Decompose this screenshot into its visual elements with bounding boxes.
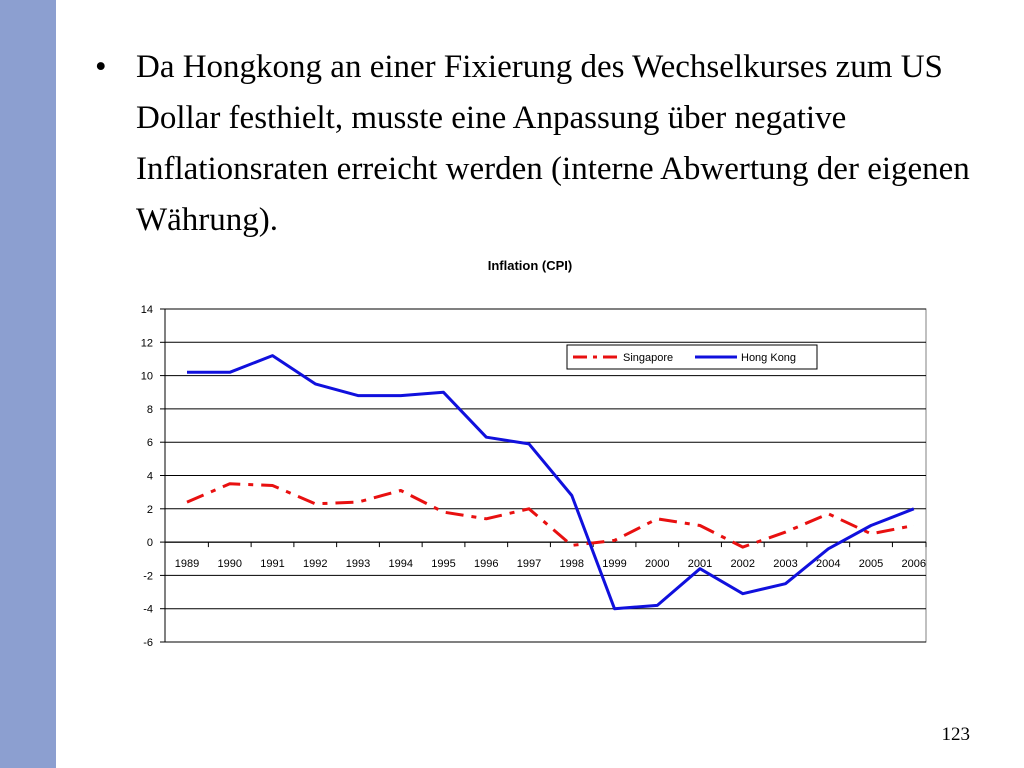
x-tick-label: 1991 [260,558,285,571]
x-tick-label: 2004 [816,558,841,571]
x-tick-label: 1996 [474,558,499,571]
x-tick-label: 2003 [773,558,798,571]
bullet-text: Da Hongkong an einer Fixierung des Wechselkurses zum US Dollar festhielt, musste eine Anpassung über negative Inflationsraten erreicht werden (interne Abwertung der eigenen Währung). [136,49,970,238]
x-tick-label: 1997 [516,558,542,571]
x-tick-label: 1990 [217,558,242,571]
x-tick-label: 1999 [602,558,627,571]
x-tick-label: 1989 [174,558,200,571]
y-tick-label: 10 [140,370,153,383]
chart-title: Inflation (CPI) [487,258,573,273]
x-tick-label: 2000 [645,558,670,571]
x-tick-label: 2005 [858,558,884,571]
y-tick-label: 4 [146,470,153,483]
y-tick-label: 6 [146,437,153,450]
legend-label-singapore: Singapore [623,352,674,364]
x-tick-label: 1994 [388,558,414,571]
page-number: 123 [941,724,970,745]
x-tick-label: 1995 [431,558,456,571]
y-tick-label: -6 [143,637,153,649]
y-tick-label: -4 [143,603,153,616]
y-tick-label: -2 [143,570,153,583]
y-tick-label: 14 [140,304,153,316]
x-tick-label: 1993 [345,558,371,571]
x-tick-label: 2006 [901,558,927,571]
x-tick-label: 2001 [687,558,713,571]
x-tick-label: 2002 [730,558,756,571]
bullet-symbol: • [95,49,107,85]
legend-label-hong-kong: Hong Kong [741,352,797,364]
x-tick-label: 1992 [303,558,328,571]
x-tick-label: 1998 [559,558,585,571]
y-tick-label: 12 [140,337,153,350]
y-tick-label: 8 [146,403,153,416]
y-tick-label: 0 [146,537,153,550]
y-tick-label: 2 [146,503,153,516]
